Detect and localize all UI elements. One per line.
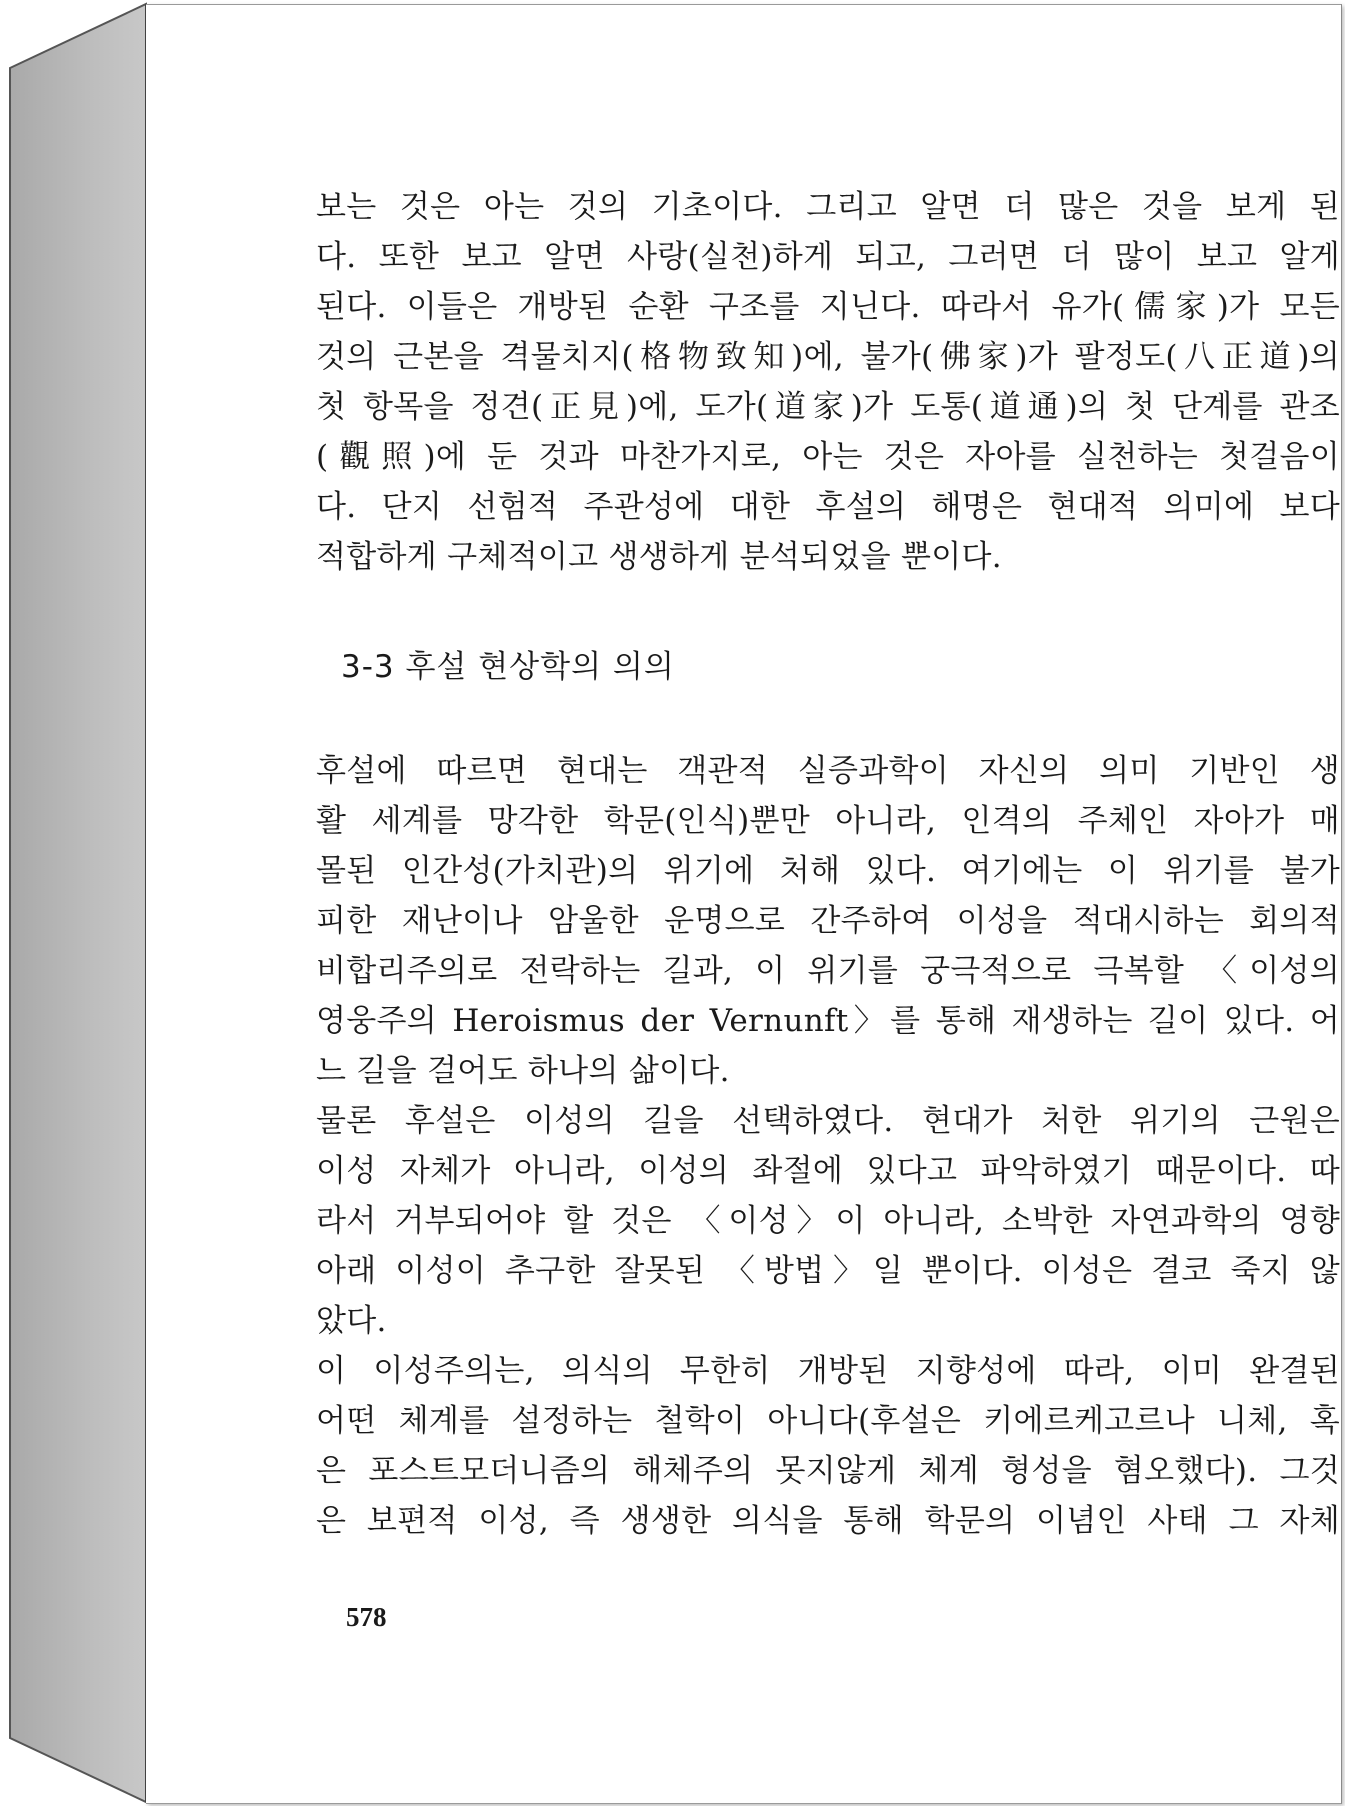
page-number: 578: [346, 1602, 387, 1632]
text-line: (觀照)에 둔 것과 마찬가지로, 아는 것은 자아를 실천하는 첫걸음이: [316, 439, 1340, 475]
text-line: 아래 이성이 추구한 잘못된 〈방법〉일 뿐이다. 이성은 결코 죽지 않: [316, 1253, 1340, 1289]
text-line: 어떤 체계를 설정하는 철학이 아니다(후설은 키에르케고르나 니체, 혹: [316, 1403, 1340, 1439]
text-line: 피한 재난이나 암울한 운명으로 간주하여 이성을 적대시하는 회의적: [316, 903, 1340, 939]
book-spine: [10, 4, 146, 1802]
text-line: 후설에 따르면 현대는 객관적 실증과학이 자신의 의미 기반인 생: [316, 753, 1340, 789]
text-line: 적합하게 구체적이고 생생하게 분석되었을 뿐이다.: [316, 539, 1002, 575]
text-line: 활 세계를 망각한 학문(인식)뿐만 아니라, 인격의 주체인 자아가 매: [316, 803, 1340, 839]
text-line: 이성 자체가 아니라, 이성의 좌절에 있다고 파악하였기 때문이다. 따: [316, 1153, 1340, 1189]
text-line: 것의 근본을 격물치지(格物致知)에, 불가(佛家)가 팔정도(八正道)의: [316, 339, 1340, 375]
text-line: 다. 또한 보고 알면 사랑(실천)하게 되고, 그러면 더 많이 보고 알게: [316, 239, 1340, 275]
book-page: [146, 4, 1342, 1804]
text-line: 느 길을 걸어도 하나의 삶이다.: [316, 1053, 730, 1089]
text-line: 보는 것은 아는 것의 기초이다. 그리고 알면 더 많은 것을 보게 된: [316, 189, 1340, 225]
text-line: 은 포스트모더니즘의 해체주의 못지않게 체계 형성을 혐오했다). 그것: [316, 1453, 1340, 1489]
text-line: 이 이성주의는, 의식의 무한히 개방된 지향성에 따라, 이미 완결된: [316, 1353, 1340, 1389]
text-line: 몰된 인간성(가치관)의 위기에 처해 있다. 여기에는 이 위기를 불가: [316, 853, 1340, 889]
text-line: 된다. 이들은 개방된 순환 구조를 지닌다. 따라서 유가(儒家)가 모든: [316, 289, 1340, 325]
section-heading: 3-3 후설 현상학의 의의: [341, 649, 675, 685]
text-line: 은 보편적 이성, 즉 생생한 의식을 통해 학문의 이념인 사태 그 자체: [316, 1503, 1340, 1539]
text-line: 라서 거부되어야 할 것은 〈이성〉이 아니라, 소박한 자연과학의 영향: [316, 1203, 1340, 1239]
text-line: 물론 후설은 이성의 길을 선택하였다. 현대가 처한 위기의 근원은: [316, 1103, 1340, 1139]
text-line: 았다.: [316, 1303, 387, 1339]
text-line: 첫 항목을 정견(正見)에, 도가(道家)가 도통(道通)의 첫 단계를 관조: [316, 389, 1340, 425]
text-line: 영웅주의 Heroismus der Vernunft〉를 통해 재생하는 길이 있다. 어: [316, 1003, 1340, 1039]
text-line: 다. 단지 선험적 주관성에 대한 후설의 해명은 현대적 의미에 보다: [316, 489, 1340, 525]
text-line: 비합리주의로 전락하는 길과, 이 위기를 궁극적으로 극복할 〈이성의: [316, 953, 1340, 989]
